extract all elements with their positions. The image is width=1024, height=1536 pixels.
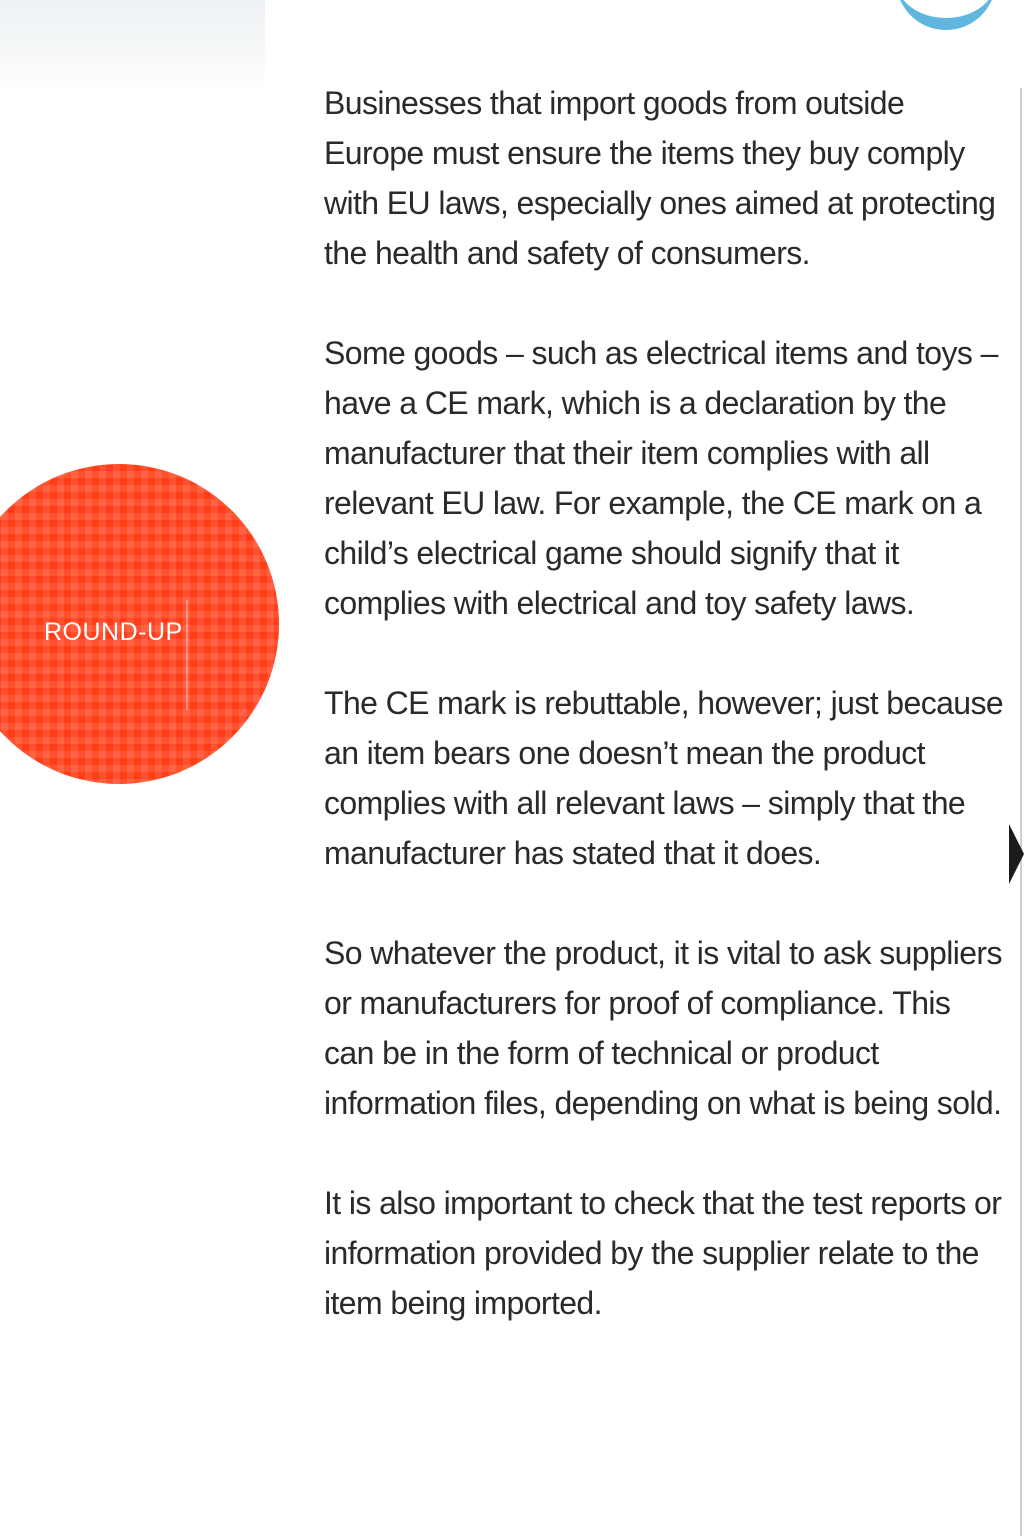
page-edge-arrow-icon [1009, 824, 1024, 884]
article-paragraph: The CE mark is rebuttable, however; just because an item bears one doesn’t mean the product complies with all relevant laws – simply that the manufacturer has stated that it does. [324, 685, 1004, 871]
page-edge-divider [1020, 88, 1022, 1536]
header-image-fade [0, 0, 265, 95]
article-paragraph: So whatever the product, it is vital to ask suppliers or manufacturers for proof of compliance. This can be in the form of technical or product information files, depending on what is being sold. [324, 935, 1002, 1121]
article-paragraph: Businesses that import goods from outside Europe must ensure the items they buy comply with EU laws, especially ones aimed at protecting the health and safety of consumers. [324, 85, 996, 271]
roundup-badge-divider [186, 600, 188, 710]
roundup-badge-label: ROUND-UP [44, 618, 183, 646]
article-body [324, 78, 1004, 1328]
article-paragraph: It is also important to check that the test reports or information provided by the supplier relate to the item being imported. [324, 1185, 1002, 1321]
page-number-arc-decoration [896, 0, 996, 30]
article-paragraph: Some goods – such as electrical items and toys – have a CE mark, which is a declaration by the manufacturer that their item complies with all relevant EU law. For example, the CE mark on a child’s electrical game should signify that it complies with electrical and toy safety laws. [324, 335, 998, 621]
